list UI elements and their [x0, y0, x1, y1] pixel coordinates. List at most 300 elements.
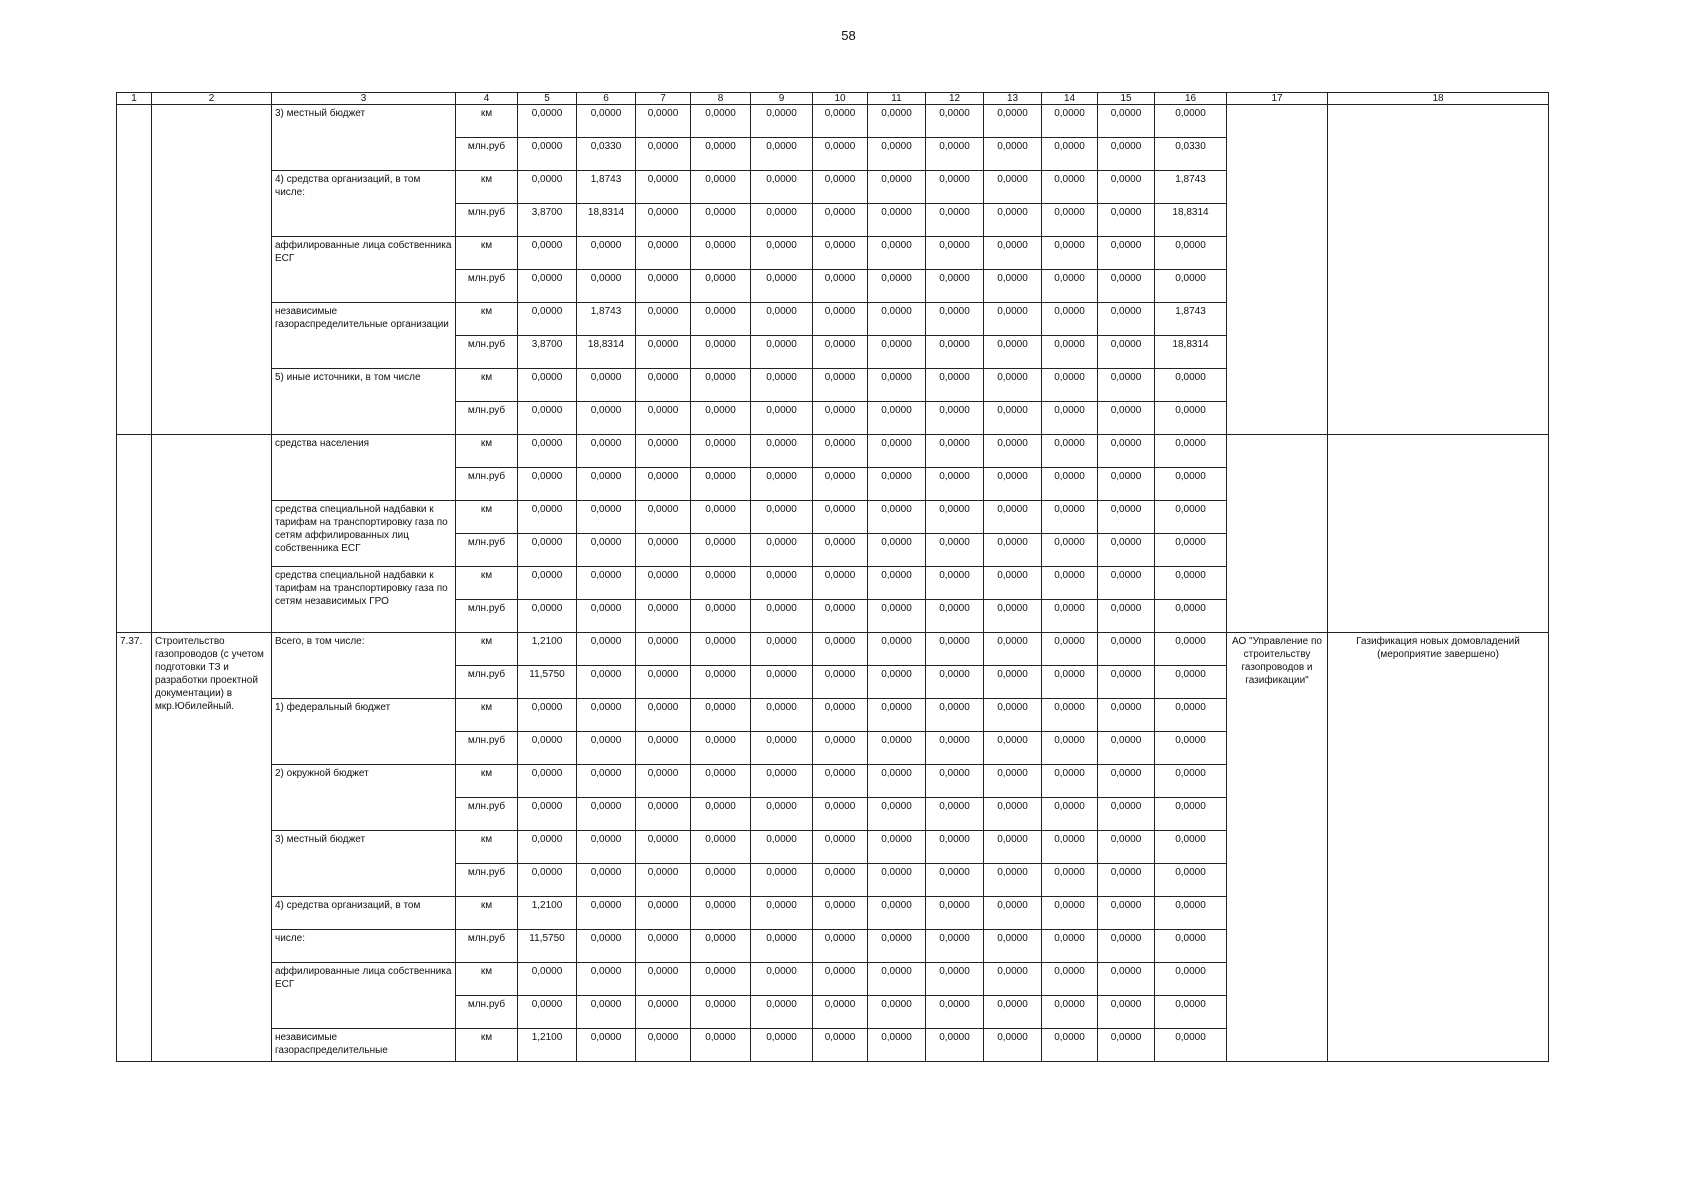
value-cell: 0,0000 — [984, 204, 1042, 237]
value-cell: 0,0000 — [984, 732, 1042, 765]
unit-cell: млн.руб — [456, 336, 518, 369]
value-cell: 0,0000 — [984, 699, 1042, 732]
value-cell: 0,0000 — [691, 105, 751, 138]
value-cell: 0,0000 — [577, 270, 636, 303]
value-cell: 0,0000 — [1042, 897, 1098, 930]
value-cell: 0,0000 — [1042, 963, 1098, 996]
value-cell: 0,0000 — [751, 963, 813, 996]
value-cell: 0,0000 — [1155, 105, 1227, 138]
value-cell: 0,0000 — [868, 666, 926, 699]
value-cell: 0,0000 — [1042, 402, 1098, 435]
value-cell: 0,0000 — [926, 270, 984, 303]
column-number-header: 9 — [751, 93, 813, 105]
value-cell: 0,0000 — [813, 534, 868, 567]
value-cell: 0,0000 — [1098, 699, 1155, 732]
value-cell: 0,0000 — [868, 996, 926, 1029]
value-cell: 0,0000 — [636, 402, 691, 435]
column-number-header: 12 — [926, 93, 984, 105]
value-cell: 0,0000 — [577, 600, 636, 633]
item-name — [152, 105, 272, 435]
value-cell: 0,0000 — [868, 270, 926, 303]
source-label: числе: — [272, 930, 456, 963]
value-cell: 0,0000 — [1098, 402, 1155, 435]
unit-cell: млн.руб — [456, 468, 518, 501]
value-cell: 11,5750 — [518, 666, 577, 699]
value-cell: 0,0000 — [691, 567, 751, 600]
value-cell: 0,0000 — [813, 864, 868, 897]
value-cell: 0,0000 — [1155, 1029, 1227, 1062]
value-cell: 1,2100 — [518, 1029, 577, 1062]
source-label: средства населения — [272, 435, 456, 501]
value-cell: 0,0000 — [1098, 567, 1155, 600]
value-cell: 0,0000 — [984, 798, 1042, 831]
value-cell: 0,0000 — [813, 699, 868, 732]
value-cell: 0,0000 — [868, 765, 926, 798]
value-cell: 0,0000 — [518, 435, 577, 468]
value-cell: 0,0000 — [868, 798, 926, 831]
executor-cell — [1227, 435, 1328, 633]
value-cell: 0,0000 — [1042, 303, 1098, 336]
value-cell: 0,0000 — [1098, 435, 1155, 468]
value-cell: 0,0000 — [636, 930, 691, 963]
value-cell: 0,0000 — [984, 369, 1042, 402]
value-cell: 0,0000 — [813, 369, 868, 402]
source-label: независимые газораспределительные — [272, 1029, 456, 1062]
unit-cell: млн.руб — [456, 600, 518, 633]
value-cell: 0,0000 — [813, 105, 868, 138]
value-cell: 0,0000 — [1098, 600, 1155, 633]
value-cell: 0,0000 — [691, 369, 751, 402]
value-cell: 0,0000 — [868, 303, 926, 336]
source-label: 3) местный бюджет — [272, 105, 456, 171]
value-cell: 0,0000 — [1042, 600, 1098, 633]
value-cell: 0,0000 — [636, 501, 691, 534]
value-cell: 0,0000 — [691, 534, 751, 567]
source-label: аффилированные лица собственника ЕСГ — [272, 963, 456, 1029]
unit-cell: км — [456, 303, 518, 336]
value-cell: 0,0000 — [577, 567, 636, 600]
unit-cell: млн.руб — [456, 204, 518, 237]
value-cell: 0,0000 — [691, 237, 751, 270]
value-cell: 0,0000 — [518, 765, 577, 798]
value-cell: 0,0000 — [518, 303, 577, 336]
value-cell: 0,0000 — [577, 435, 636, 468]
unit-cell: км — [456, 765, 518, 798]
value-cell: 0,0000 — [926, 666, 984, 699]
value-cell: 1,8743 — [1155, 303, 1227, 336]
value-cell: 0,0000 — [984, 633, 1042, 666]
value-cell: 0,0000 — [751, 534, 813, 567]
value-cell: 0,0330 — [1155, 138, 1227, 171]
value-cell: 0,0000 — [636, 435, 691, 468]
value-cell: 0,0000 — [751, 930, 813, 963]
value-cell: 0,0000 — [1155, 567, 1227, 600]
value-cell: 0,0000 — [868, 699, 926, 732]
value-cell: 0,0000 — [1098, 138, 1155, 171]
value-cell: 0,0000 — [691, 1029, 751, 1062]
value-cell: 0,0000 — [577, 402, 636, 435]
value-cell: 0,0000 — [518, 963, 577, 996]
value-cell: 0,0000 — [926, 204, 984, 237]
unit-cell: млн.руб — [456, 534, 518, 567]
column-number-header: 6 — [577, 93, 636, 105]
value-cell: 0,0000 — [1042, 204, 1098, 237]
value-cell: 0,0000 — [813, 765, 868, 798]
value-cell: 0,0000 — [984, 138, 1042, 171]
unit-cell: км — [456, 1029, 518, 1062]
value-cell: 0,0000 — [813, 171, 868, 204]
value-cell: 0,0000 — [984, 765, 1042, 798]
value-cell: 0,0000 — [518, 798, 577, 831]
value-cell: 0,0000 — [636, 699, 691, 732]
value-cell: 0,0000 — [1042, 930, 1098, 963]
value-cell: 0,0000 — [636, 567, 691, 600]
value-cell: 0,0000 — [1098, 930, 1155, 963]
value-cell: 0,0000 — [1098, 732, 1155, 765]
value-cell: 0,0000 — [1098, 369, 1155, 402]
value-cell: 0,0000 — [1155, 831, 1227, 864]
value-cell: 0,0000 — [813, 633, 868, 666]
value-cell: 0,0000 — [636, 864, 691, 897]
value-cell: 0,0000 — [691, 501, 751, 534]
value-cell: 0,0000 — [577, 666, 636, 699]
value-cell: 0,0000 — [691, 963, 751, 996]
value-cell: 0,0000 — [1042, 831, 1098, 864]
source-label: 4) средства организаций, в том — [272, 897, 456, 930]
value-cell: 0,0000 — [1098, 831, 1155, 864]
unit-cell: км — [456, 171, 518, 204]
value-cell: 1,8743 — [1155, 171, 1227, 204]
value-cell: 0,0000 — [751, 798, 813, 831]
column-number-header: 10 — [813, 93, 868, 105]
value-cell: 0,0000 — [636, 666, 691, 699]
value-cell: 0,0000 — [868, 402, 926, 435]
value-cell: 0,0000 — [984, 864, 1042, 897]
value-cell: 0,0000 — [1098, 171, 1155, 204]
value-cell: 0,0000 — [518, 171, 577, 204]
table-row — [117, 105, 1549, 138]
value-cell: 0,0000 — [751, 600, 813, 633]
value-cell: 0,0000 — [691, 765, 751, 798]
unit-cell: млн.руб — [456, 864, 518, 897]
value-cell: 0,0000 — [518, 270, 577, 303]
value-cell: 0,0000 — [691, 303, 751, 336]
value-cell: 0,0000 — [518, 468, 577, 501]
value-cell: 0,0000 — [1098, 237, 1155, 270]
value-cell: 0,0000 — [984, 567, 1042, 600]
value-cell: 0,0000 — [518, 369, 577, 402]
value-cell: 0,0000 — [926, 303, 984, 336]
item-name: Строительство газопроводов (с учетом подготовки ТЗ и разработки проектной документации) в мкр.Юбилейный. — [152, 633, 272, 1062]
value-cell: 0,0000 — [751, 864, 813, 897]
value-cell: 0,0000 — [577, 105, 636, 138]
value-cell: 0,0000 — [636, 369, 691, 402]
value-cell: 0,0000 — [1042, 270, 1098, 303]
value-cell: 0,0000 — [984, 930, 1042, 963]
value-cell: 0,0000 — [636, 765, 691, 798]
value-cell: 0,0000 — [691, 138, 751, 171]
value-cell: 0,0000 — [813, 336, 868, 369]
item-number: 7.37. — [117, 633, 152, 1062]
value-cell: 0,0000 — [984, 237, 1042, 270]
value-cell: 0,0000 — [751, 303, 813, 336]
value-cell: 0,0000 — [636, 996, 691, 1029]
value-cell: 0,0000 — [751, 732, 813, 765]
value-cell: 0,0000 — [691, 897, 751, 930]
table-row — [117, 633, 1549, 666]
value-cell: 0,0000 — [1042, 336, 1098, 369]
value-cell: 0,0000 — [813, 270, 868, 303]
value-cell: 0,0000 — [636, 1029, 691, 1062]
value-cell: 0,0000 — [636, 798, 691, 831]
column-number-header: 15 — [1098, 93, 1155, 105]
value-cell: 0,0000 — [813, 204, 868, 237]
value-cell: 0,0000 — [926, 534, 984, 567]
value-cell: 0,0000 — [926, 369, 984, 402]
value-cell: 0,0000 — [984, 534, 1042, 567]
value-cell: 0,0000 — [984, 435, 1042, 468]
value-cell: 0,0000 — [1042, 369, 1098, 402]
value-cell: 0,0000 — [636, 600, 691, 633]
value-cell: 0,0000 — [751, 171, 813, 204]
value-cell: 0,0000 — [926, 237, 984, 270]
value-cell: 0,0000 — [691, 732, 751, 765]
unit-cell: км — [456, 633, 518, 666]
value-cell: 0,0000 — [926, 402, 984, 435]
value-cell: 0,0000 — [518, 138, 577, 171]
value-cell: 0,0000 — [636, 468, 691, 501]
value-cell: 0,0000 — [751, 831, 813, 864]
value-cell: 0,0000 — [868, 171, 926, 204]
value-cell: 0,0000 — [751, 699, 813, 732]
value-cell: 0,0000 — [926, 567, 984, 600]
value-cell: 0,0000 — [868, 864, 926, 897]
unit-cell: млн.руб — [456, 996, 518, 1029]
value-cell: 11,5750 — [518, 930, 577, 963]
value-cell: 0,0000 — [1042, 567, 1098, 600]
value-cell: 0,0000 — [636, 336, 691, 369]
column-number-header: 14 — [1042, 93, 1098, 105]
value-cell: 0,0000 — [868, 831, 926, 864]
value-cell: 0,0000 — [926, 996, 984, 1029]
unit-cell: млн.руб — [456, 930, 518, 963]
value-cell: 0,0000 — [813, 303, 868, 336]
value-cell: 0,0000 — [1098, 204, 1155, 237]
value-cell: 1,2100 — [518, 897, 577, 930]
item-number — [117, 435, 152, 633]
value-cell: 0,0000 — [751, 567, 813, 600]
value-cell: 0,0000 — [1098, 501, 1155, 534]
value-cell: 0,0000 — [751, 237, 813, 270]
column-number-header: 16 — [1155, 93, 1227, 105]
source-label: Всего, в том числе: — [272, 633, 456, 699]
value-cell: 0,0000 — [691, 699, 751, 732]
value-cell: 0,0000 — [926, 732, 984, 765]
value-cell: 0,0000 — [984, 171, 1042, 204]
value-cell: 0,0000 — [691, 600, 751, 633]
value-cell: 0,0000 — [984, 402, 1042, 435]
value-cell: 0,0000 — [691, 171, 751, 204]
column-number-header: 17 — [1227, 93, 1328, 105]
value-cell: 0,0000 — [577, 831, 636, 864]
value-cell: 0,0000 — [636, 732, 691, 765]
value-cell: 0,0000 — [518, 699, 577, 732]
value-cell: 0,0000 — [984, 1029, 1042, 1062]
value-cell: 0,0000 — [1155, 270, 1227, 303]
value-cell: 0,0000 — [636, 897, 691, 930]
value-cell: 0,0000 — [577, 1029, 636, 1062]
value-cell: 0,0000 — [1042, 864, 1098, 897]
value-cell: 0,0000 — [813, 567, 868, 600]
value-cell: 0,0000 — [926, 501, 984, 534]
value-cell: 0,0000 — [1155, 765, 1227, 798]
value-cell: 0,0000 — [1042, 171, 1098, 204]
value-cell: 0,0000 — [691, 633, 751, 666]
value-cell: 0,0000 — [926, 468, 984, 501]
value-cell: 0,0000 — [813, 138, 868, 171]
column-number-header: 11 — [868, 93, 926, 105]
value-cell: 0,0000 — [691, 798, 751, 831]
unit-cell: км — [456, 567, 518, 600]
value-cell: 0,0000 — [813, 501, 868, 534]
value-cell: 0,0000 — [1155, 237, 1227, 270]
value-cell: 0,0000 — [868, 963, 926, 996]
executor-cell — [1227, 105, 1328, 435]
value-cell: 0,0000 — [636, 831, 691, 864]
value-cell: 0,0000 — [984, 666, 1042, 699]
value-cell: 0,0000 — [1098, 105, 1155, 138]
unit-cell: млн.руб — [456, 402, 518, 435]
value-cell: 0,0000 — [636, 303, 691, 336]
unit-cell: км — [456, 963, 518, 996]
value-cell: 0,0000 — [1042, 1029, 1098, 1062]
source-label: средства специальной надбавки к тарифам на транспортировку газа по сетям аффилированных лиц собственника ЕСГ — [272, 501, 456, 567]
value-cell: 0,0000 — [1155, 930, 1227, 963]
value-cell: 0,0000 — [1098, 534, 1155, 567]
value-cell: 0,0000 — [984, 468, 1042, 501]
value-cell: 0,0000 — [518, 534, 577, 567]
value-cell: 0,0000 — [518, 996, 577, 1029]
unit-cell: км — [456, 699, 518, 732]
value-cell: 0,0000 — [577, 468, 636, 501]
value-cell: 0,0000 — [926, 699, 984, 732]
value-cell: 0,0000 — [691, 930, 751, 963]
value-cell: 0,0000 — [813, 1029, 868, 1062]
value-cell: 0,0000 — [1155, 600, 1227, 633]
value-cell: 0,0000 — [1042, 732, 1098, 765]
value-cell: 0,0000 — [813, 402, 868, 435]
source-label: 3) местный бюджет — [272, 831, 456, 897]
value-cell: 0,0000 — [868, 567, 926, 600]
column-number-header: 13 — [984, 93, 1042, 105]
value-cell: 0,0000 — [518, 732, 577, 765]
table-row — [117, 435, 1549, 468]
value-cell: 0,0000 — [984, 105, 1042, 138]
source-label: 4) средства организаций, в том числе: — [272, 171, 456, 237]
value-cell: 0,0000 — [813, 963, 868, 996]
value-cell: 0,0000 — [577, 798, 636, 831]
unit-cell: млн.руб — [456, 798, 518, 831]
value-cell: 0,0000 — [1098, 798, 1155, 831]
value-cell: 0,0000 — [984, 270, 1042, 303]
value-cell: 0,0000 — [813, 930, 868, 963]
value-cell: 0,0000 — [691, 831, 751, 864]
value-cell: 0,0000 — [868, 534, 926, 567]
value-cell: 0,0000 — [984, 303, 1042, 336]
page-number: 58 — [841, 28, 856, 43]
value-cell: 0,0000 — [751, 468, 813, 501]
value-cell: 0,0000 — [868, 633, 926, 666]
value-cell: 18,8314 — [577, 336, 636, 369]
value-cell: 0,0000 — [751, 204, 813, 237]
value-cell: 0,0000 — [577, 633, 636, 666]
column-number-row — [117, 93, 1549, 105]
value-cell: 0,0000 — [1155, 996, 1227, 1029]
value-cell: 0,0000 — [813, 732, 868, 765]
value-cell: 0,0000 — [577, 699, 636, 732]
value-cell: 3,8700 — [518, 336, 577, 369]
value-cell: 0,0000 — [1042, 105, 1098, 138]
source-label: средства специальной надбавки к тарифам на транспортировку газа по сетям независимых ГРО — [272, 567, 456, 633]
value-cell: 0,0000 — [926, 864, 984, 897]
value-cell: 0,0000 — [691, 204, 751, 237]
value-cell: 0,0000 — [1042, 798, 1098, 831]
value-cell: 0,0000 — [813, 996, 868, 1029]
value-cell: 0,0000 — [1155, 369, 1227, 402]
value-cell: 0,0000 — [1042, 138, 1098, 171]
value-cell: 0,0000 — [1155, 798, 1227, 831]
column-number-header: 4 — [456, 93, 518, 105]
value-cell: 0,0000 — [1098, 270, 1155, 303]
source-label: аффилированные лица собственника ЕСГ — [272, 237, 456, 303]
value-cell: 0,0000 — [984, 897, 1042, 930]
value-cell: 0,0000 — [813, 600, 868, 633]
value-cell: 3,8700 — [518, 204, 577, 237]
source-label: независимые газораспределительные организации — [272, 303, 456, 369]
item-name — [152, 435, 272, 633]
item-number — [117, 105, 152, 435]
value-cell: 0,0000 — [518, 501, 577, 534]
value-cell: 18,8314 — [1155, 336, 1227, 369]
value-cell: 1,2100 — [518, 633, 577, 666]
value-cell: 18,8314 — [577, 204, 636, 237]
value-cell: 0,0000 — [926, 963, 984, 996]
value-cell: 0,0000 — [751, 666, 813, 699]
value-cell: 0,0000 — [691, 270, 751, 303]
column-number-header: 18 — [1328, 93, 1549, 105]
value-cell: 0,0000 — [813, 435, 868, 468]
value-cell: 0,0000 — [1042, 501, 1098, 534]
value-cell: 0,0000 — [691, 336, 751, 369]
source-label: 5) иные источники, в том числе — [272, 369, 456, 435]
value-cell: 0,0000 — [691, 435, 751, 468]
value-cell: 0,0000 — [1098, 864, 1155, 897]
value-cell: 0,0000 — [868, 1029, 926, 1062]
value-cell: 0,0330 — [577, 138, 636, 171]
value-cell: 0,0000 — [813, 468, 868, 501]
value-cell: 0,0000 — [868, 600, 926, 633]
unit-cell: км — [456, 435, 518, 468]
financing-table — [116, 92, 1549, 1062]
value-cell: 1,8743 — [577, 303, 636, 336]
value-cell: 0,0000 — [1098, 666, 1155, 699]
value-cell: 0,0000 — [1155, 534, 1227, 567]
value-cell: 0,0000 — [868, 930, 926, 963]
value-cell: 0,0000 — [984, 996, 1042, 1029]
value-cell: 0,0000 — [1155, 501, 1227, 534]
unit-cell: км — [456, 369, 518, 402]
source-label: 2) окружной бюджет — [272, 765, 456, 831]
